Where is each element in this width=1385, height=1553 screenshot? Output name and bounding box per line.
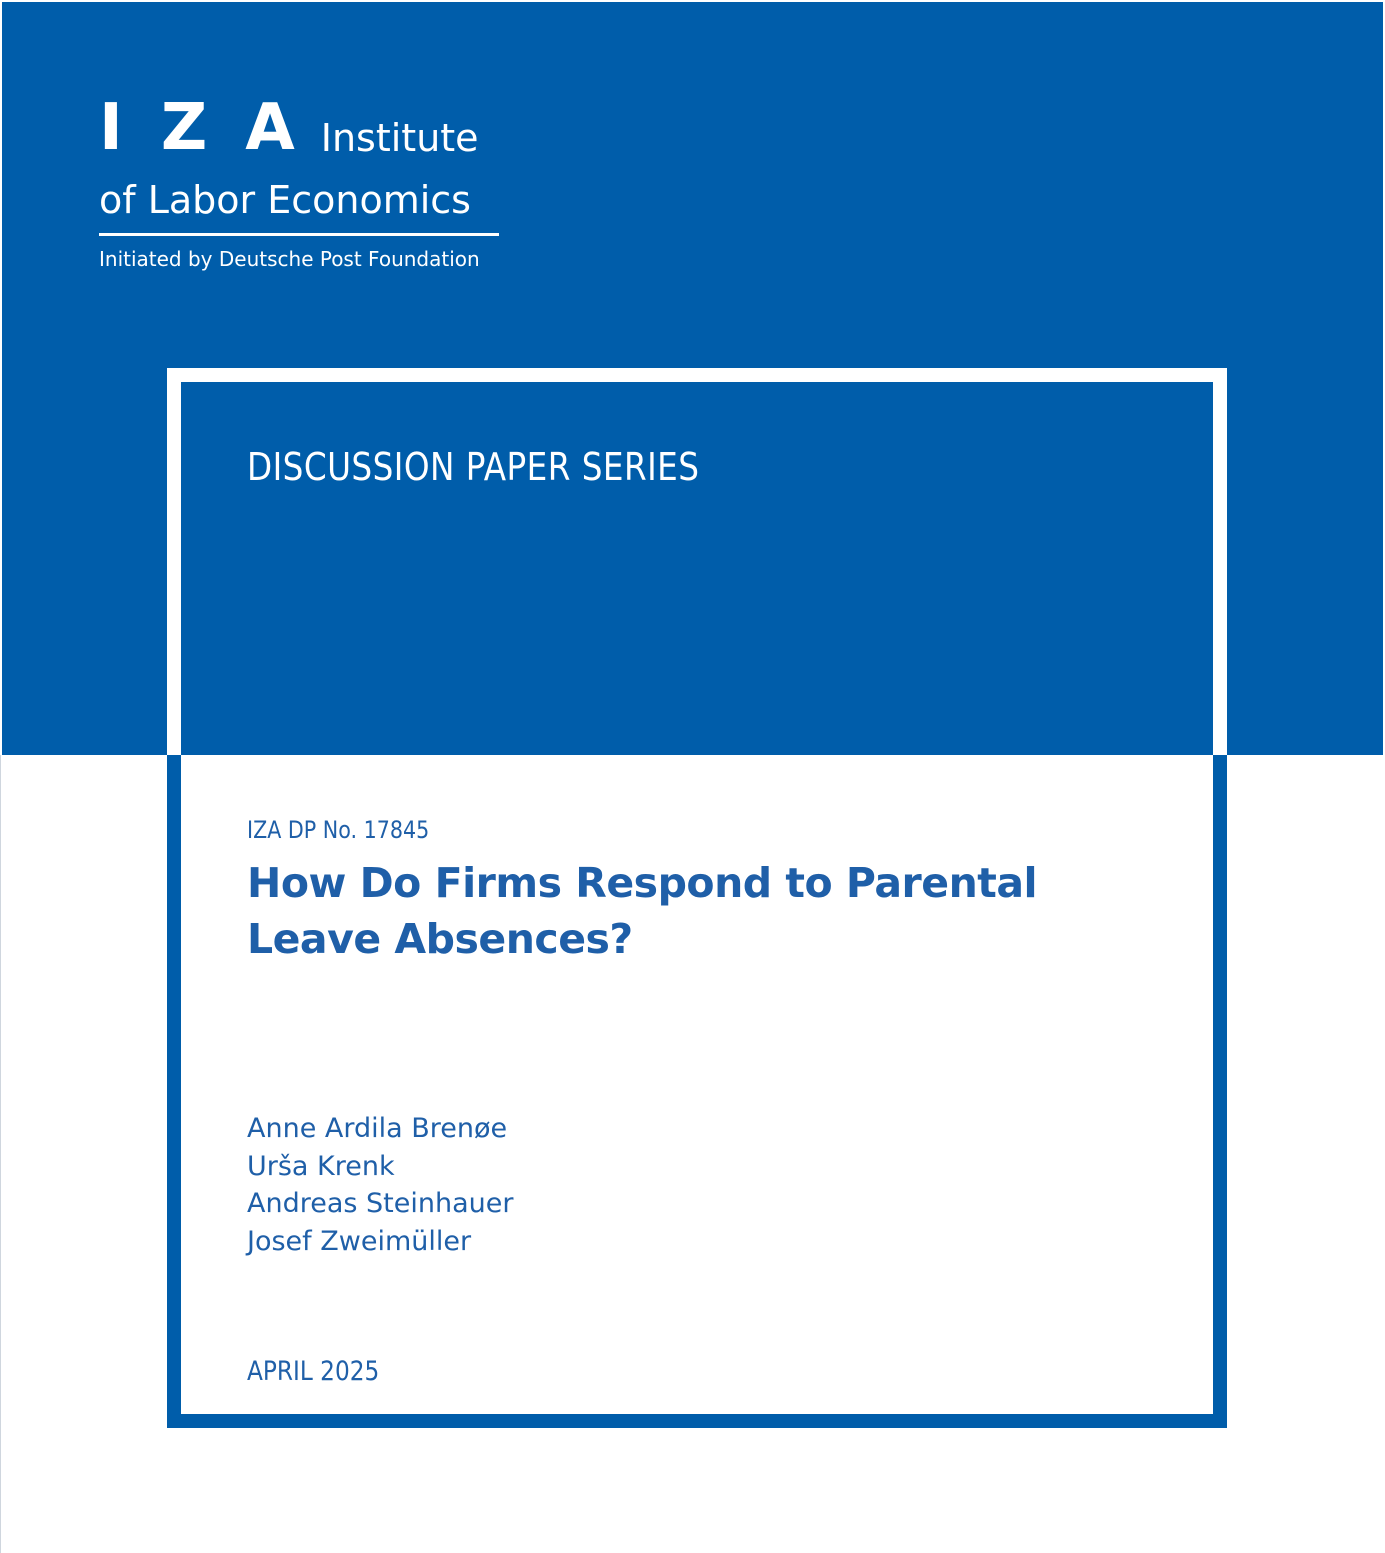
iza-logo	[99, 91, 499, 271]
series-title: DISCUSSION PAPER SERIES	[247, 445, 700, 489]
logo-institute: Institute	[320, 116, 479, 160]
frame-top	[167, 368, 1227, 755]
logo-tagline: Initiated by Deutsche Post Foundation	[99, 247, 480, 271]
paper-title: How Do Firms Respond to Parental Leave Absences?	[247, 859, 1038, 963]
paper-number: IZA DP No. 17845	[247, 816, 430, 844]
logo-iza-letters: IZA	[99, 91, 333, 165]
author-name: Urša Krenk	[247, 1150, 395, 1182]
author-name: Josef Zweimüller	[247, 1225, 472, 1257]
author-name: Anne Ardila Brenøe	[247, 1113, 508, 1144]
page-edge	[0, 755, 1, 1553]
publication-date: APRIL 2025	[247, 1356, 380, 1387]
logo-subtitle: of Labor Economics	[99, 178, 471, 222]
author-list	[247, 1110, 513, 1260]
logo-top-line	[99, 91, 499, 165]
logo-divider	[99, 233, 499, 236]
author-name: Andreas Steinhauer	[247, 1188, 514, 1219]
